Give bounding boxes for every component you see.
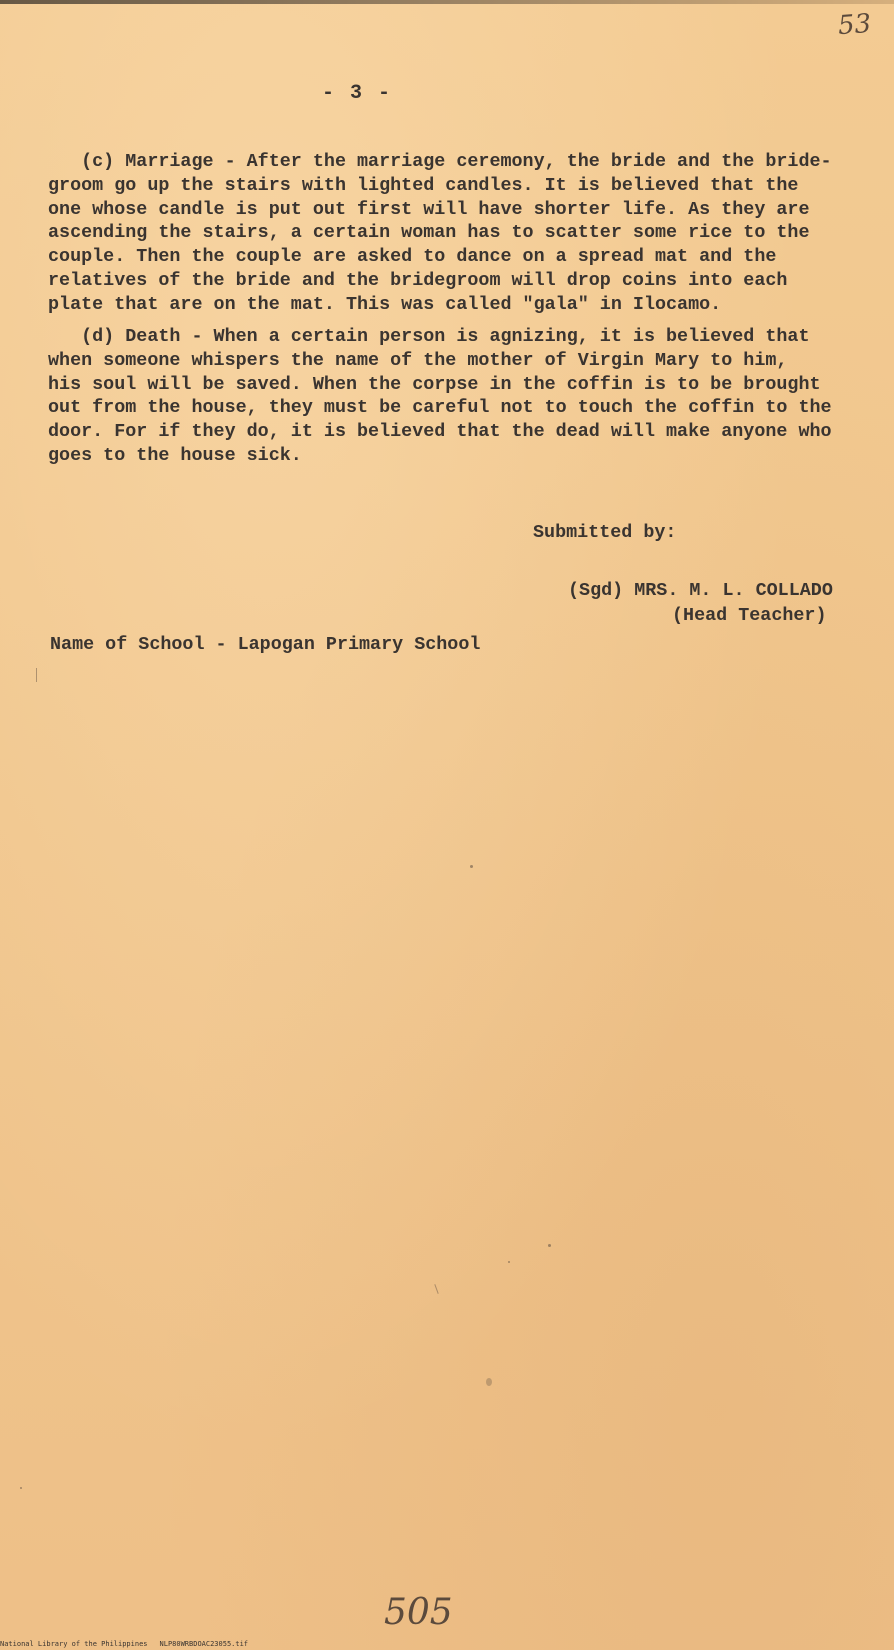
scan-footer	[0, 1640, 894, 1648]
paper-speck	[20, 1487, 22, 1489]
text-line: groom go up the stairs with lighted candles. It is believed that the	[48, 174, 799, 196]
text-line: goes to the house sick.	[48, 444, 302, 466]
text-line: couple. Then the couple are asked to dance on a spread mat and the	[48, 246, 777, 268]
text-line: plate that are on the mat. This was called "gala" in Ilocamo.	[48, 293, 722, 315]
paper-speck	[508, 1261, 510, 1263]
text-line: ascending the stairs, a certain woman has to scatter some rice to the	[48, 222, 810, 244]
text-line: one whose candle is put out first will have shorter life. As they are	[48, 198, 810, 220]
margin-mark	[36, 668, 37, 682]
signer-name: (Sgd) MRS. M. L. COLLADO	[568, 580, 833, 601]
text-line: door. For if they do, it is believed that the dead will make anyone who	[48, 421, 832, 443]
page-number: - 3 -	[322, 82, 393, 105]
text-line: relatives of the bride and the bridegroom will drop coins into each	[48, 269, 788, 291]
submitted-by-label: Submitted by:	[533, 522, 677, 543]
school-name-line: Name of School - Lapogan Primary School	[50, 634, 481, 655]
text-line: (d) Death - When a certain person is agnizing, it is believed that	[48, 326, 810, 347]
paper-speck	[486, 1378, 492, 1386]
paper-speck	[548, 1244, 551, 1247]
folio-mark: 53	[836, 8, 873, 42]
text-line: (c) Marriage - After the marriage ceremony, the bride and the bride-	[48, 151, 832, 172]
text-line: out from the house, they must be careful not to touch the coffin to the	[48, 397, 832, 419]
footer-file-id: NLP80WRBDOAC23055.tif	[159, 1640, 249, 1648]
text-line: his soul will be saved. When the corpse in the coffin is to be brought	[48, 373, 821, 395]
text-line: when someone whispers the name of the mother of Virgin Mary to him,	[48, 349, 788, 371]
scan-top-edge	[0, 0, 894, 4]
paragraph-marriage	[48, 150, 848, 317]
paper-scratch	[434, 1284, 438, 1294]
paragraph-death	[48, 325, 848, 468]
footer-institution: National Library of the Philippines	[0, 1640, 148, 1648]
archive-stamp-number: 505	[384, 1592, 453, 1633]
paper-speck	[470, 865, 473, 868]
signer-role: (Head Teacher)	[672, 605, 827, 626]
